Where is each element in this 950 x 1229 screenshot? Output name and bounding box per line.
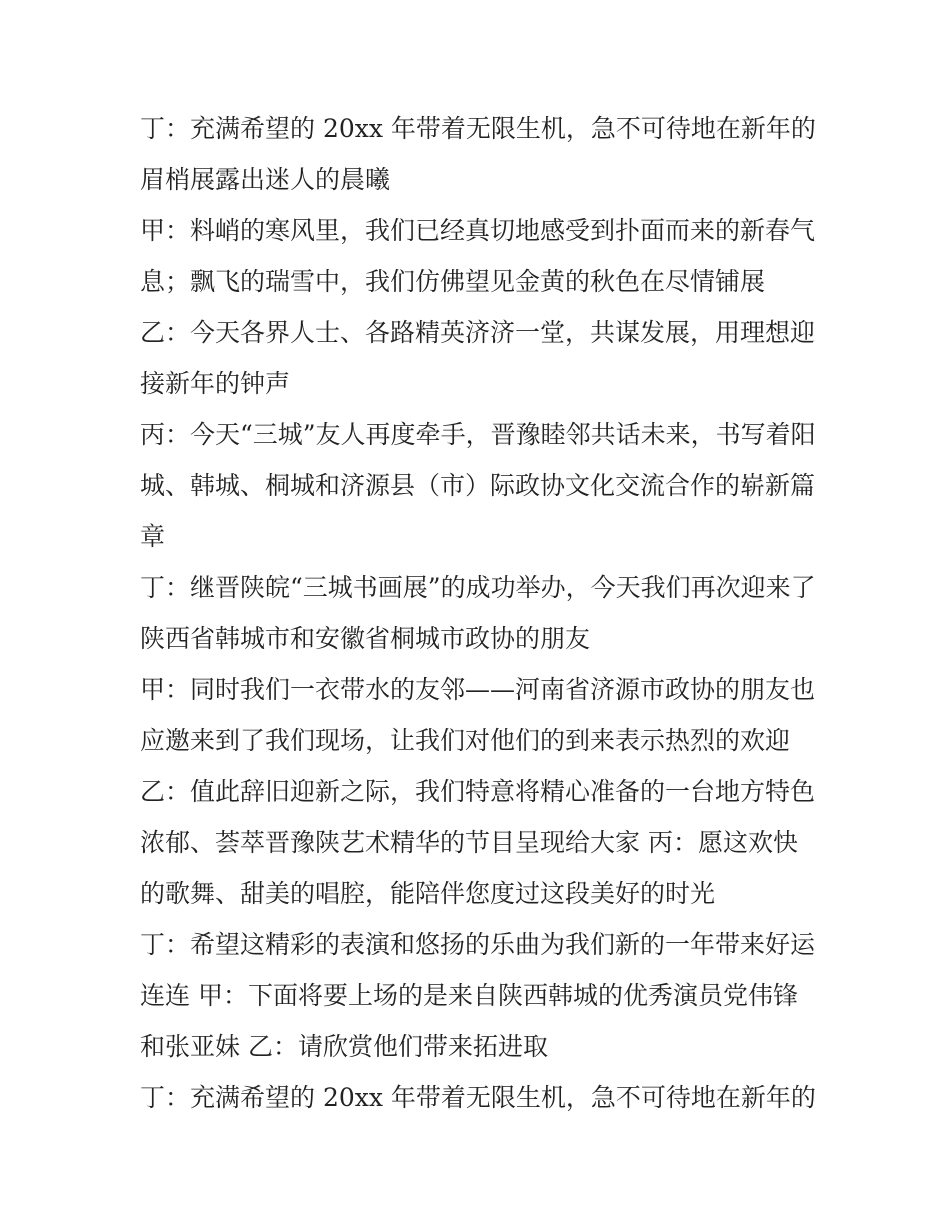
text-line: 乙：值此辞旧迎新之际，我们特意将精心准备的一台地方特色 (140, 777, 816, 806)
text-line: 接新年的钟声 (140, 369, 291, 398)
text-line: 和张亚妹 乙：请欣赏他们带来拓进取 (140, 1032, 548, 1061)
text-line: 丁：继晋陕皖“三城书画展”的成功举办，今天我们再次迎来了 (140, 573, 816, 602)
text-line: 丁：希望这精彩的表演和悠扬的乐曲为我们新的一年带来好运 (140, 930, 816, 959)
text-line: 乙：今天各界人士、各路精英济济一堂，共谋发展，用理想迎 (140, 318, 816, 347)
text-line: 丙：今天“三城”友人再度牵手，晋豫睦邻共话未来，书写着阳 (140, 420, 816, 449)
text-line: 陕西省韩城市和安徽省桐城市政协的朋友 (140, 624, 591, 653)
text-line: 的歌舞、甜美的唱腔，能陪伴您度过这段美好的时光 (140, 879, 716, 908)
document-body (140, 103, 820, 1123)
text-line: 丁：充满希望的 20xx 年带着无限生机，急不可待地在新年的 (140, 114, 816, 143)
text-line: 应邀来到了我们现场，让我们对他们的到来表示热烈的欢迎 (140, 726, 791, 755)
text-line: 连连 甲：下面将要上场的是来自陕西韩城的优秀演员党伟锋 (140, 981, 798, 1010)
text-line: 甲：料峭的寒风里，我们已经真切地感受到扑面而来的新春气 (140, 216, 816, 245)
text-line: 章 (140, 522, 166, 551)
text-line: 甲：同时我们一衣带水的友邻——河南省济源市政协的朋友也 (140, 675, 816, 704)
text-line: 眉梢展露出迷人的晨曦 (140, 165, 391, 194)
text-line: 城、韩城、桐城和济源县（市）际政协文化交流合作的崭新篇 (140, 471, 816, 500)
text-line: 息；飘飞的瑞雪中，我们仿佛望见金黄的秋色在尽情铺展 (140, 267, 766, 296)
text-line: 丁：充满希望的 20xx 年带着无限生机，急不可待地在新年的 (140, 1083, 816, 1112)
text-line: 浓郁、荟萃晋豫陕艺术精华的节目呈现给大家 丙：愿这欢快 (140, 828, 798, 857)
